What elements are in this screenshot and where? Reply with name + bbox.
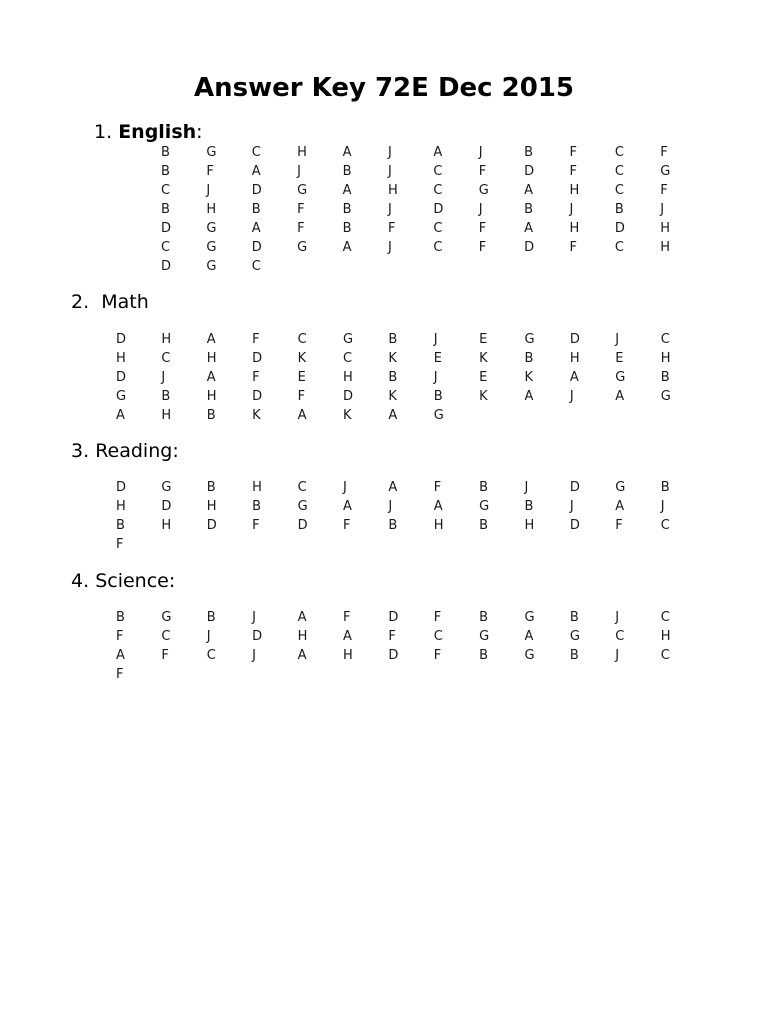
answer-cell: D <box>569 518 580 533</box>
answer-cell: G <box>206 145 217 160</box>
answer-cell: A <box>297 610 307 625</box>
answer-cell: A <box>524 629 534 644</box>
answer-cell: J <box>660 499 665 514</box>
answer-cell: D <box>161 221 172 236</box>
answer-cell: G <box>161 610 172 625</box>
answer-cell: H <box>116 499 126 514</box>
answer-cell: J <box>387 164 392 179</box>
answer-cell: D <box>251 183 262 198</box>
answer-cell: C <box>433 221 443 236</box>
section-suffix: : <box>172 440 179 462</box>
answer-cell: F <box>569 240 577 255</box>
answer-cell: J <box>615 648 620 663</box>
answer-cell: D <box>569 332 580 347</box>
answer-cell: C <box>614 240 624 255</box>
answer-cell: G <box>615 370 626 385</box>
answer-cell: J <box>569 499 574 514</box>
answer-cell: K <box>479 351 488 366</box>
answer-cell: B <box>524 145 534 160</box>
answer-cell: F <box>252 332 260 347</box>
answer-cell: D <box>252 389 263 404</box>
answer-cell: K <box>388 351 397 366</box>
answer-cell: B <box>479 648 489 663</box>
answer-cell: J <box>252 610 257 625</box>
answer-cell: B <box>161 389 171 404</box>
answer-cell: A <box>116 408 125 423</box>
answer-cell: H <box>569 221 580 236</box>
answer-cell: H <box>206 499 217 514</box>
answer-cell: C <box>614 164 624 179</box>
answer-cell: A <box>342 240 352 255</box>
answer-cell: B <box>524 202 534 217</box>
answer-cell: F <box>478 164 487 179</box>
answer-cell: G <box>206 240 217 255</box>
answer-cell: B <box>388 518 398 533</box>
answer-cell: D <box>524 240 535 255</box>
answer-cell: B <box>342 164 352 179</box>
answer-cell: J <box>387 145 392 160</box>
answer-cell: K <box>252 408 261 423</box>
answer-cell: F <box>206 164 214 179</box>
answer-cell: H <box>569 351 580 366</box>
answer-cell: D <box>614 221 625 236</box>
answer-cell: B <box>251 202 261 217</box>
answer-cell: D <box>161 259 172 274</box>
answer-cell: G <box>479 499 490 514</box>
answer-cell: C <box>660 518 670 533</box>
answer-cell: A <box>569 370 579 385</box>
answer-cell: J <box>615 332 620 347</box>
answer-cell: C <box>251 259 261 274</box>
section-suffix: : <box>196 121 203 143</box>
answer-cell: E <box>433 351 442 366</box>
answer-cell: G <box>433 408 444 423</box>
answer-cell: G <box>660 389 671 404</box>
answer-cell: H <box>387 183 398 198</box>
answer-cell: J <box>387 202 392 217</box>
answer-cell: G <box>660 164 671 179</box>
answer-cell: C <box>660 610 670 625</box>
answer-cell: B <box>524 499 534 514</box>
section-number: 3. <box>71 440 90 462</box>
answer-cell: A <box>524 183 534 198</box>
answer-cell: J <box>342 480 347 495</box>
answer-cell: B <box>388 332 398 347</box>
answer-cell: A <box>251 221 261 236</box>
section-heading-reading <box>71 438 179 464</box>
answer-cell: J <box>569 202 574 217</box>
answer-cell: A <box>342 145 352 160</box>
answer-cell: C <box>297 332 307 347</box>
answer-cell: F <box>388 629 396 644</box>
answer-cell: G <box>297 183 308 198</box>
answer-cell: A <box>297 648 307 663</box>
answer-cell: J <box>478 202 483 217</box>
answer-grid-science <box>116 608 681 684</box>
answer-cell: H <box>524 518 535 533</box>
answer-cell: B <box>388 370 398 385</box>
answer-cell: J <box>387 240 392 255</box>
answer-cell: D <box>116 332 127 347</box>
answer-cell: F <box>660 145 668 160</box>
answer-cell: G <box>615 480 626 495</box>
answer-cell: A <box>342 499 352 514</box>
answer-cell: F <box>297 389 306 404</box>
answer-cell: A <box>297 408 307 423</box>
answer-cell: F <box>116 667 124 682</box>
answer-cell: C <box>614 183 624 198</box>
answer-cell: H <box>342 370 353 385</box>
answer-cell: H <box>161 332 172 347</box>
answer-cell: C <box>433 164 443 179</box>
page-title: Answer Key 72E Dec 2015 <box>194 73 574 103</box>
answer-cell: J <box>206 183 211 198</box>
answer-cell: A <box>615 499 625 514</box>
answer-cell: A <box>524 389 534 404</box>
section-suffix: : <box>168 570 176 592</box>
answer-cell: J <box>161 370 166 385</box>
answer-grid-english <box>161 143 680 276</box>
answer-cell: B <box>660 480 670 495</box>
section-heading-science <box>71 568 175 594</box>
answer-cell: F <box>342 610 351 625</box>
answer-cell: J <box>660 202 665 217</box>
answer-cell: D <box>161 499 172 514</box>
answer-cell: B <box>569 610 579 625</box>
answer-grid-math <box>116 330 681 425</box>
answer-cell: B <box>433 389 443 404</box>
answer-cell: D <box>252 629 263 644</box>
answer-cell: G <box>297 499 308 514</box>
answer-cell: C <box>161 240 171 255</box>
answer-cell: C <box>161 183 171 198</box>
answer-cell: B <box>660 370 670 385</box>
answer-cell: C <box>614 145 624 160</box>
answer-cell: H <box>206 351 217 366</box>
section-name: English <box>118 121 197 143</box>
answer-cell: B <box>116 610 125 625</box>
answer-cell: H <box>660 351 671 366</box>
answer-cell: D <box>206 518 217 533</box>
answer-cell: G <box>524 648 535 663</box>
answer-cell: H <box>660 221 671 236</box>
answer-cell: C <box>433 240 443 255</box>
answer-cell: B <box>569 648 579 663</box>
answer-cell: D <box>388 610 399 625</box>
answer-cell: F <box>387 221 396 236</box>
answer-cell: F <box>478 221 487 236</box>
answer-cell: G <box>297 240 308 255</box>
answer-cell: G <box>524 332 535 347</box>
answer-cell: F <box>433 648 442 663</box>
answer-cell: G <box>342 332 354 347</box>
answer-cell: B <box>479 480 489 495</box>
answer-cell: A <box>251 164 261 179</box>
answer-cell: D <box>524 164 535 179</box>
answer-cell: J <box>478 145 483 160</box>
answer-cell: A <box>206 370 216 385</box>
section-heading-math <box>71 289 149 315</box>
answer-cell: F <box>433 480 442 495</box>
answer-cell: C <box>161 351 171 366</box>
answer-cell: D <box>252 351 263 366</box>
answer-cell: F <box>297 202 305 217</box>
answer-cell: J <box>206 629 211 644</box>
answer-cell: H <box>297 145 307 160</box>
answer-cell: H <box>161 408 172 423</box>
answer-cell: B <box>206 480 216 495</box>
answer-cell: A <box>342 629 352 644</box>
answer-cell: E <box>297 370 306 385</box>
answer-cell: B <box>161 145 170 160</box>
answer-cell: A <box>206 332 216 347</box>
answer-cell: F <box>161 648 169 663</box>
answer-cell: E <box>479 370 488 385</box>
answer-cell: B <box>252 499 262 514</box>
answer-cell: J <box>388 499 393 514</box>
answer-cell: G <box>161 480 172 495</box>
answer-cell: H <box>206 389 217 404</box>
answer-cell: H <box>297 629 308 644</box>
answer-cell: F <box>116 537 124 552</box>
answer-cell: A <box>433 499 443 514</box>
answer-cell: F <box>660 183 668 198</box>
answer-cell: G <box>206 259 217 274</box>
section-number: 4. <box>71 570 90 592</box>
answer-cell: C <box>615 629 625 644</box>
answer-cell: B <box>206 408 216 423</box>
answer-cell: A <box>342 183 352 198</box>
answer-cell: C <box>342 351 353 366</box>
answer-cell: D <box>388 648 399 663</box>
answer-cell: A <box>388 408 398 423</box>
answer-cell: C <box>433 183 443 198</box>
answer-cell: D <box>569 480 580 495</box>
answer-cell: F <box>252 518 260 533</box>
answer-cell: G <box>569 629 580 644</box>
answer-cell: C <box>660 648 670 663</box>
section-name: Science <box>95 570 169 592</box>
answer-cell: C <box>161 629 171 644</box>
answer-cell: G <box>206 221 217 236</box>
answer-cell: B <box>479 610 489 625</box>
answer-cell: J <box>569 389 574 404</box>
answer-cell: B <box>524 351 534 366</box>
answer-cell: B <box>161 202 170 217</box>
section-heading-english <box>94 119 203 145</box>
answer-cell: C <box>297 480 307 495</box>
answer-cell: F <box>342 518 351 533</box>
answer-cell: A <box>433 145 443 160</box>
section-number: 1. <box>94 121 113 143</box>
answer-cell: K <box>388 389 397 404</box>
answer-cell: F <box>433 610 442 625</box>
answer-cell: F <box>569 164 577 179</box>
answer-cell: F <box>297 221 305 236</box>
answer-cell: C <box>433 629 443 644</box>
answer-cell: F <box>252 370 260 385</box>
answer-cell: B <box>342 221 352 236</box>
answer-cell: H <box>161 518 172 533</box>
answer-cell: C <box>660 332 670 347</box>
answer-cell: B <box>161 164 170 179</box>
answer-cell: H <box>433 518 444 533</box>
answer-cell: A <box>524 221 534 236</box>
answer-cell: H <box>342 648 353 663</box>
section-number: 2. <box>71 291 90 313</box>
answer-cell: D <box>297 518 308 533</box>
answer-cell: G <box>524 610 535 625</box>
answer-cell: D <box>116 480 127 495</box>
answer-cell: K <box>342 408 352 423</box>
section-name: Reading <box>95 440 173 462</box>
answer-cell: K <box>297 351 307 366</box>
answer-cell: A <box>388 480 398 495</box>
answer-cell: F <box>569 145 577 160</box>
answer-cell: F <box>478 240 487 255</box>
answer-cell: H <box>569 183 580 198</box>
answer-cell: J <box>615 610 620 625</box>
answer-cell: G <box>116 389 127 404</box>
answer-cell: H <box>660 240 671 255</box>
answer-cell: D <box>342 389 353 404</box>
answer-cell: A <box>615 389 625 404</box>
answer-cell: D <box>116 370 127 385</box>
answer-cell: H <box>252 480 262 495</box>
answer-cell: G <box>479 629 490 644</box>
answer-cell: H <box>116 351 126 366</box>
answer-cell: C <box>206 648 216 663</box>
answer-cell: K <box>479 389 488 404</box>
answer-cell: J <box>297 164 302 179</box>
answer-cell: J <box>433 370 438 385</box>
answer-cell: E <box>615 351 624 366</box>
answer-cell: B <box>479 518 489 533</box>
answer-cell: H <box>206 202 217 217</box>
answer-cell: E <box>479 332 488 347</box>
section-name: Math <box>101 291 149 313</box>
answer-cell: C <box>251 145 261 160</box>
answer-cell: D <box>251 240 262 255</box>
answer-cell: B <box>342 202 352 217</box>
answer-cell: B <box>206 610 216 625</box>
answer-cell: D <box>433 202 444 217</box>
answer-cell: A <box>116 648 125 663</box>
answer-grid-reading <box>116 478 681 554</box>
answer-cell: K <box>524 370 534 385</box>
answer-cell: J <box>433 332 438 347</box>
answer-cell: B <box>116 518 125 533</box>
answer-cell: J <box>524 480 529 495</box>
answer-cell: G <box>478 183 489 198</box>
answer-cell: B <box>614 202 624 217</box>
answer-cell: H <box>660 629 671 644</box>
answer-cell: F <box>116 629 124 644</box>
answer-cell: J <box>252 648 257 663</box>
answer-cell: F <box>615 518 623 533</box>
